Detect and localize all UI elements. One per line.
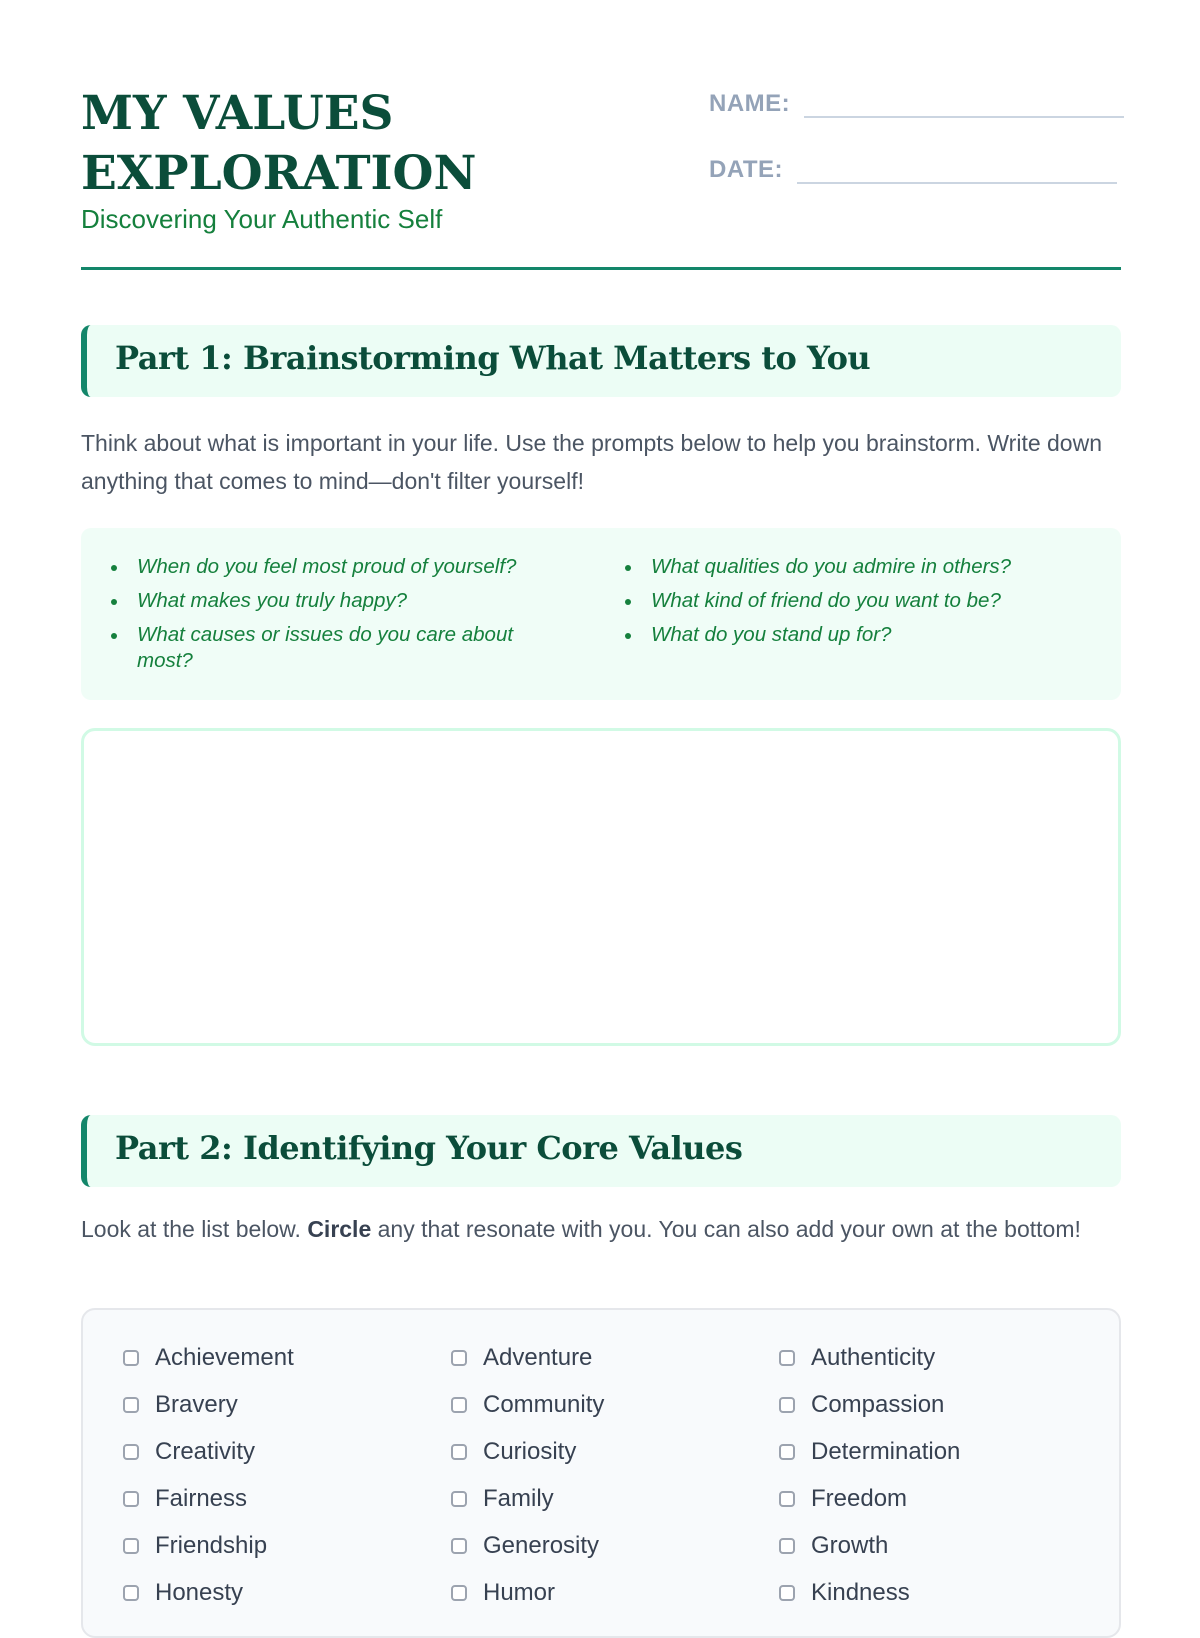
- checkbox-icon[interactable]: [451, 1397, 467, 1413]
- value-option[interactable]: Family: [451, 1485, 779, 1512]
- value-option[interactable]: Humor: [451, 1579, 779, 1606]
- part2-intro-start: Look at the list below.: [81, 1216, 308, 1242]
- value-option[interactable]: Community: [451, 1391, 779, 1418]
- value-option[interactable]: Kindness: [779, 1579, 1107, 1606]
- name-row: [709, 84, 1124, 118]
- checkbox-icon[interactable]: [451, 1444, 467, 1460]
- value-option[interactable]: Curiosity: [451, 1438, 779, 1465]
- page-title: MY VALUES EXPLORATION: [81, 86, 477, 201]
- value-option[interactable]: Freedom: [779, 1485, 1107, 1512]
- part2-intro: [81, 1212, 1121, 1246]
- value-option[interactable]: Adventure: [451, 1344, 779, 1371]
- part2-heading-box: [81, 1115, 1121, 1187]
- date-field[interactable]: [797, 150, 1117, 184]
- prompts-list: [111, 554, 1091, 682]
- part2-intro-end: any that resonate with you. You can also add your own at the bottom!: [371, 1216, 1081, 1242]
- value-option[interactable]: Fairness: [123, 1485, 451, 1512]
- checkbox-icon[interactable]: [779, 1538, 795, 1554]
- header-divider: [81, 267, 1121, 270]
- prompt-item: When do you feel most proud of yourself?: [111, 554, 625, 580]
- name-label: NAME:: [709, 90, 791, 117]
- value-option[interactable]: Generosity: [451, 1532, 779, 1559]
- checkbox-icon[interactable]: [779, 1585, 795, 1601]
- checkbox-icon[interactable]: [779, 1350, 795, 1366]
- checkbox-icon[interactable]: [779, 1444, 795, 1460]
- page-subtitle: Discovering Your Authentic Self: [81, 204, 443, 234]
- worksheet-header: [81, 84, 1121, 270]
- part2-intro-bold: Circle: [307, 1216, 372, 1242]
- checkbox-icon[interactable]: [451, 1491, 467, 1507]
- prompt-item: What kind of friend do you want to be?: [625, 588, 1105, 614]
- bullet-icon: [625, 599, 631, 605]
- checkbox-icon[interactable]: [451, 1538, 467, 1554]
- bullet-icon: [625, 633, 631, 639]
- value-option[interactable]: Bravery: [123, 1391, 451, 1418]
- checkbox-icon[interactable]: [123, 1538, 139, 1554]
- value-option[interactable]: Creativity: [123, 1438, 451, 1465]
- part2-heading: Part 2: Identifying Your Core Values: [115, 1129, 743, 1167]
- name-field[interactable]: [804, 84, 1124, 118]
- prompt-item: What qualities do you admire in others?: [625, 554, 1105, 580]
- values-grid: [123, 1344, 1107, 1606]
- checkbox-icon[interactable]: [123, 1350, 139, 1366]
- checkbox-icon[interactable]: [123, 1491, 139, 1507]
- value-option[interactable]: Friendship: [123, 1532, 451, 1559]
- value-option[interactable]: Determination: [779, 1438, 1107, 1465]
- checkbox-icon[interactable]: [451, 1350, 467, 1366]
- date-row: [709, 150, 1117, 184]
- value-option[interactable]: Compassion: [779, 1391, 1107, 1418]
- checkbox-icon[interactable]: [123, 1444, 139, 1460]
- part1-intro: Think about what is important in your life. Use the prompts below to help you brainstorm. Write down anything that comes to mind—don't filter yourself!: [81, 430, 1102, 494]
- checkbox-icon[interactable]: [123, 1585, 139, 1601]
- prompt-item: What causes or issues do you care about most?: [111, 622, 625, 674]
- part1-heading-box: [81, 325, 1121, 397]
- checkbox-icon[interactable]: [451, 1585, 467, 1601]
- brainstorm-writing-area[interactable]: [81, 728, 1121, 1046]
- prompt-item: What makes you truly happy?: [111, 588, 625, 614]
- value-option[interactable]: Achievement: [123, 1344, 451, 1371]
- prompts-box: [81, 528, 1121, 700]
- part1-heading: Part 1: Brainstorming What Matters to You: [115, 339, 871, 377]
- value-option[interactable]: Authenticity: [779, 1344, 1107, 1371]
- checkbox-icon[interactable]: [123, 1397, 139, 1413]
- date-label: DATE:: [709, 156, 784, 183]
- checkbox-icon[interactable]: [779, 1491, 795, 1507]
- bullet-icon: [111, 633, 117, 639]
- bullet-icon: [111, 599, 117, 605]
- value-option[interactable]: Growth: [779, 1532, 1107, 1559]
- value-option[interactable]: Honesty: [123, 1579, 451, 1606]
- checkbox-icon[interactable]: [779, 1397, 795, 1413]
- prompt-item: What do you stand up for?: [625, 622, 1105, 674]
- values-box: [81, 1308, 1121, 1638]
- bullet-icon: [625, 565, 631, 571]
- bullet-icon: [111, 565, 117, 571]
